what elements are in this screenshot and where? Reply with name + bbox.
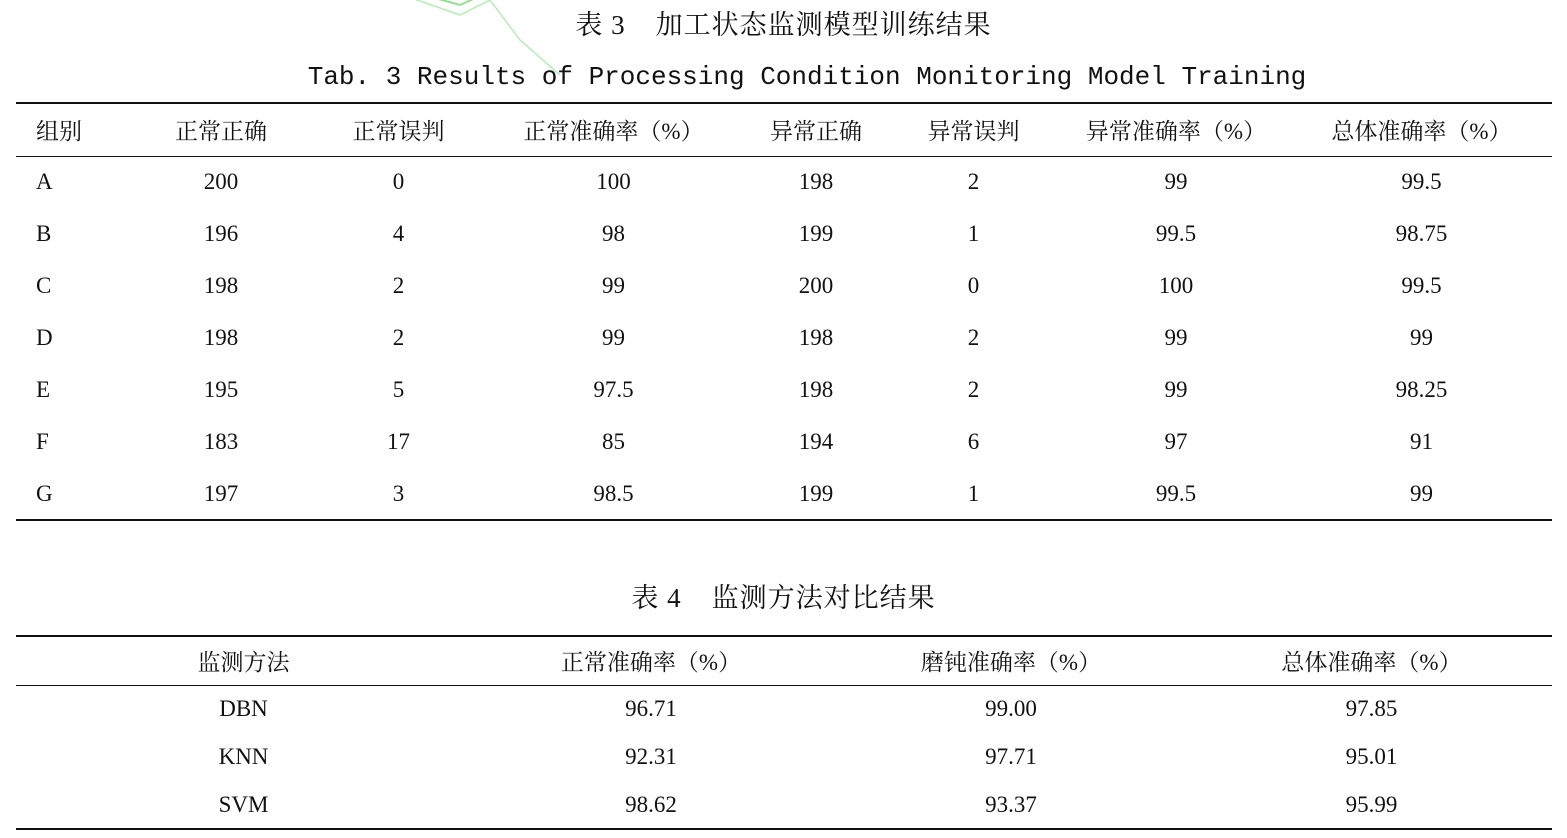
table4-header-cell: 监测方法 [16,636,471,685]
table-cell: 1 [967,221,980,246]
table-cell: B [36,221,52,246]
table-cell: 97.85 [1345,696,1398,722]
table-cell: A [36,169,53,195]
table-cell: G [36,480,53,506]
table-cell: 0 [967,273,980,298]
table-row [16,364,1552,416]
table-cell: 98.75 [1395,221,1448,246]
table-cell: 98.5 [593,480,634,506]
table-row [16,260,1552,312]
table-cell: 198 [798,169,834,195]
table-row [16,781,1552,829]
table-cell: 2 [392,325,405,350]
table-cell: 2 [967,377,980,402]
table-cell: 3 [392,480,405,506]
table-cell: 99 [1164,169,1188,195]
table-cell: 99 [1410,480,1433,506]
table-cell: 98 [602,221,625,246]
table-cell: 1 [967,480,980,506]
table3-header-cell: 异常误判 [886,103,1061,156]
table-cell: 199 [798,480,834,506]
table-cell: 100 [596,169,631,195]
table3-caption-en: Tab. 3 Results of Processing Condition Monitoring Model Training [307,62,1307,92]
table4-title-zh: 监测方法对比结果 [711,583,936,613]
table-cell: 92.31 [625,744,677,769]
table-cell: 200 [203,169,239,195]
table-cell: 99.5 [1155,221,1197,246]
table-cell: 98.62 [625,791,677,817]
table-cell: 97 [1164,429,1188,454]
table-row [16,208,1552,260]
table-cell: 99.5 [1155,480,1197,506]
table3-header-cell: 异常正确 [746,103,886,156]
table4 [16,635,1552,830]
table3-header-cell: 正常准确率（%） [481,103,746,156]
table-cell: 196 [203,221,239,246]
table-cell: D [36,325,53,350]
table-cell: 99.5 [1401,273,1442,298]
table-cell: 99.5 [1401,169,1442,195]
table-row [16,685,1552,733]
table3-header-cell: 异常准确率（%） [1061,103,1291,156]
table-cell: C [36,273,52,298]
table-cell: KNN [218,744,269,769]
table-cell: 4 [392,221,405,246]
table-cell: 2 [967,325,980,350]
table-cell: E [36,377,51,402]
table-cell: 198 [798,325,834,350]
table-cell: 6 [967,429,980,454]
table-cell: 198 [203,273,239,298]
table3-caption-zh [0,12,1567,39]
table-cell: 194 [798,429,834,454]
table-cell: 17 [387,429,410,454]
table-cell: 99 [602,325,625,350]
table-cell: 93.37 [985,791,1037,817]
table-cell: DBN [219,696,268,722]
table3-header-cell: 正常误判 [316,103,481,156]
table-cell: 199 [798,221,834,246]
table3-header-row [16,103,1552,156]
table-cell: 99 [1410,325,1433,350]
table-cell: 2 [967,169,980,195]
table3 [16,102,1552,521]
table-cell: 98.25 [1395,377,1448,402]
table-row [16,156,1552,208]
table3-header-cell: 组别 [16,103,126,156]
table-cell: 96.71 [625,696,677,722]
table3-header-cell: 正常正确 [126,103,316,156]
table-cell: 100 [1158,273,1194,298]
table-cell: 95.99 [1345,791,1398,817]
table-cell: 198 [203,325,239,350]
table-cell: 2 [392,273,405,298]
table-row [16,468,1552,520]
table-cell: 85 [602,429,625,454]
table-cell: 95.01 [1345,744,1398,769]
table-cell: 0 [392,169,405,195]
table-cell: 5 [392,377,405,402]
table-cell: 200 [798,273,834,298]
table-cell: 99 [1164,377,1188,402]
table4-header-row [16,636,1552,685]
table-cell: F [36,429,49,454]
table-cell: 198 [798,377,834,402]
table-cell: 197 [203,480,239,506]
table-cell: 195 [203,377,239,402]
table-row [16,416,1552,468]
table-cell: 97.5 [593,377,634,402]
table4-header-cell: 磨钝准确率（%） [831,636,1191,685]
table-cell: 99 [1164,325,1188,350]
table4-number: 表 4 [631,583,682,613]
table-cell: 99.00 [985,696,1037,722]
table-cell: 91 [1410,429,1433,454]
table-cell: 99 [602,273,625,298]
table4-caption-zh [0,585,1567,612]
table-cell: 97.71 [985,744,1037,769]
table-row [16,733,1552,781]
table-row [16,312,1552,364]
table3-header-cell: 总体准确率（%） [1291,103,1552,156]
table4-header-cell: 正常准确率（%） [471,636,831,685]
table3-number: 表 3 [575,10,626,40]
table-cell: SVM [218,791,269,817]
table4-header-cell: 总体准确率（%） [1191,636,1552,685]
table-cell: 183 [203,429,239,454]
table3-title-zh: 加工状态监测模型训练结果 [655,10,992,40]
